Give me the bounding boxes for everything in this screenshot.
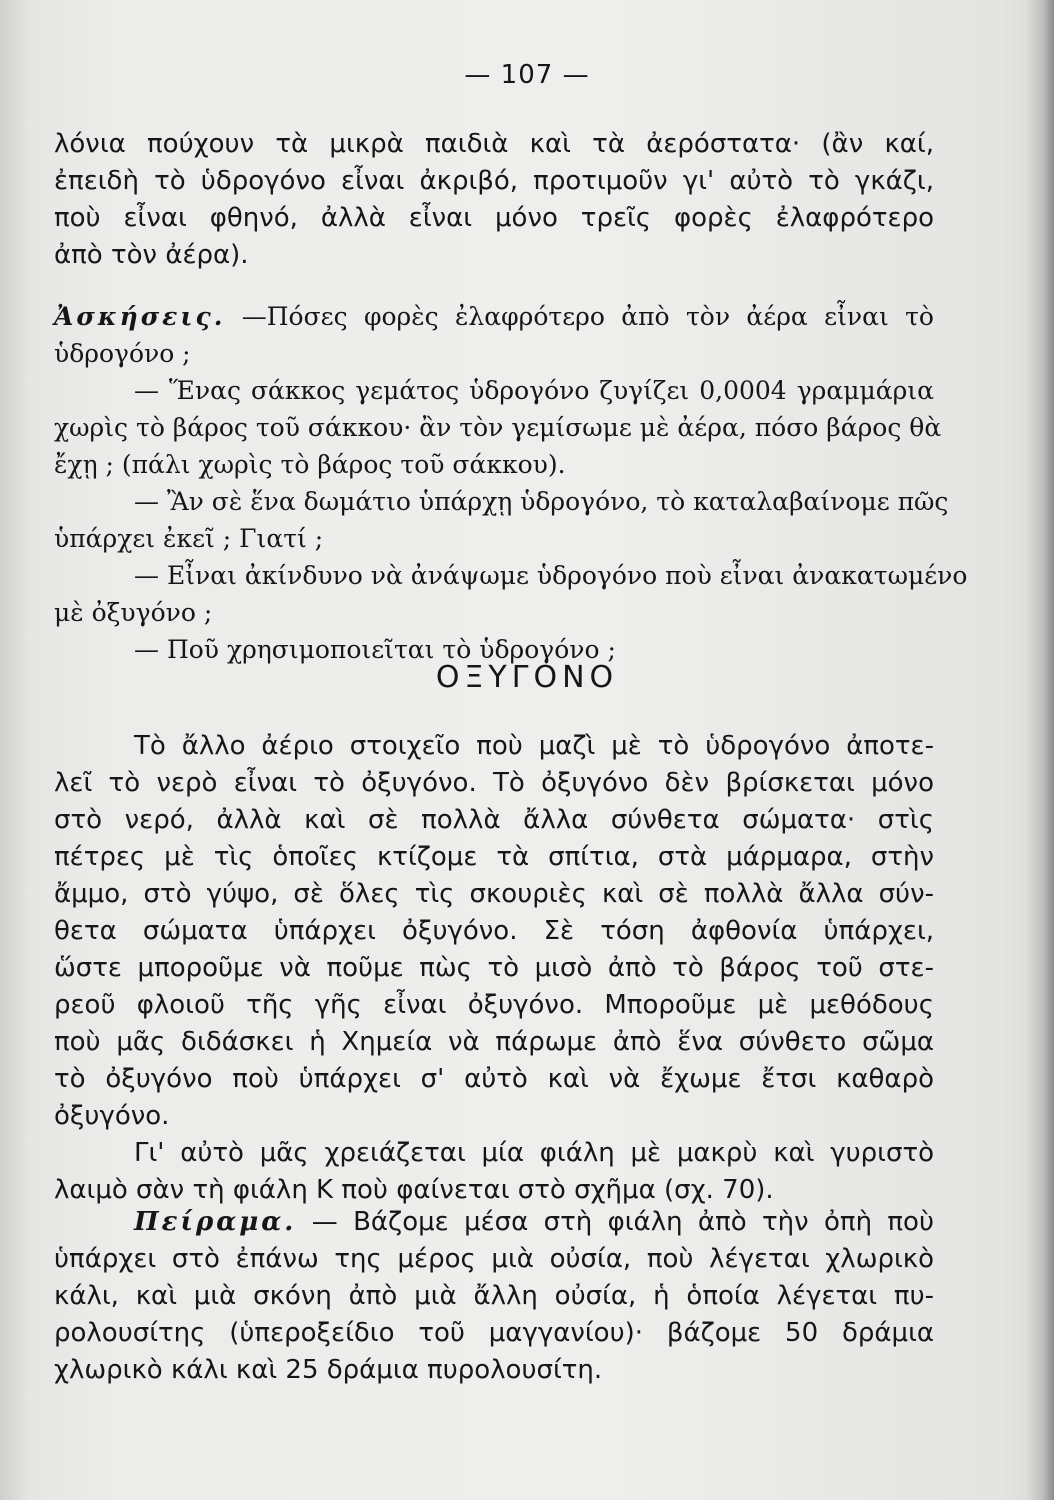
text-line: Τὸ ἄλλο ἀέριο στοιχεῖο ποὺ μαζὶ μὲ τὸ ὑδρογόνο ἀποτε- [134, 731, 934, 761]
text-line: ρολουσίτης (ὑπεροξείδιο τοῦ μαγγανίου)· βάζομε 50 δράμια [54, 1318, 934, 1348]
experiment-first-line [54, 1204, 934, 1241]
text-line: πέτρες μὲ τὶς ὁποῖες κτίζομε τὰ σπίτια, στὰ μάρμαρα, στὴν [54, 842, 934, 872]
text-line: ἔχῃ ; (πάλι χωρὶς τὸ βάρος τοῦ σάκκου). [54, 450, 566, 479]
exercise-question: — Ποῦ χρησιμοποιεῖται τὸ ὑδρογόνο ; [134, 635, 616, 664]
text-line: ὑδρογόνο ; [54, 339, 191, 368]
text-line: τὸ ὀξυγόνο ποὺ ὑπάρχει σ' αὐτὸ καὶ νὰ ἔχωμε ἔτσι καθαρὸ [54, 1064, 934, 1094]
intro-paragraph [54, 126, 934, 274]
text-line: στὸ νερό, ἀλλὰ καὶ σὲ πολλὰ ἄλλα σύνθετα σώματα· στὶς [54, 805, 934, 835]
text-line: θετα σώματα ὑπάρχει ὀξυγόνο. Σὲ τόση ἀφθονία ὑπάρχει, [54, 916, 934, 946]
text-line: κάλι, καὶ μιὰ σκόνη ἀπὸ μιὰ ἄλλη οὐσία, ἡ ὁποία λέγεται πυ- [54, 1281, 934, 1311]
text-line: ρεοῦ φλοιοῦ τῆς γῆς εἶναι ὀξυγόνο. Μποροῦμε μὲ μεθόδους [54, 990, 934, 1020]
text-line: —Πόσες φορὲς ἐλαφρότερο ἀπὸ τὸν ἀέρα εἶναι τὸ [241, 302, 934, 331]
text-line: ἀπὸ τὸν ἀέρα). [54, 240, 249, 270]
exercise-question: — Ἕνας σάκκος γεμάτος ὑδρογόνο ζυγίζει 0,0004 γραμμάρια [134, 376, 934, 405]
oxygen-paragraph [54, 728, 934, 1209]
section-heading: ΟΞΥΓΟΝΟ [435, 660, 619, 695]
experiment-paragraph [54, 1204, 934, 1389]
text-line: — Βάζομε μέσα στὴ φιάλη ἀπὸ τὴν ὀπὴ ποὺ [311, 1207, 935, 1237]
text-line: ὑπάρχει ἐκεῖ ; Γιατί ; [54, 524, 324, 553]
page-number: — 107 — [464, 60, 590, 90]
text-line: χλωρικὸ κάλι καὶ 25 δράμια πυρολουσίτη. [54, 1355, 603, 1385]
text-line: ὥστε μποροῦμε νὰ ποῦμε πὼς τὸ μισὸ ἀπὸ τὸ βάρος τοῦ στε- [54, 953, 934, 983]
exercises-section [54, 298, 968, 668]
exercises-first-line [54, 298, 934, 335]
experiment-label: Πείραμα. [134, 1207, 297, 1237]
text-line: ὑπάρχει στὸ ἐπάνω της μέρος μιὰ οὐσία, ποὺ λέγεται χλωρικὸ [54, 1244, 934, 1274]
text-line: λεῖ τὸ νερὸ εἶναι τὸ ὀξυγόνο. Τὸ ὀξυγόνο δὲν βρίσκεται μόνο [54, 768, 934, 798]
text-line: χωρὶς τὸ βάρος τοῦ σάκκου· ἂν τὸν γεμίσωμε μὲ ἀέρα, πόσο βάρος θὰ [54, 413, 942, 442]
text-line: μὲ ὀξυγόνο ; [54, 598, 213, 627]
text-line: ποὺ εἶναι φθηνό, ἀλλὰ εἶναι μόνο τρεῖς φορὲς ἐλαφρότερο [54, 203, 934, 233]
exercises-label: Ἀσκήσεις. [54, 302, 226, 331]
text-line: ἐπειδὴ τὸ ὑδρογόνο εἶναι ἀκριβό, προτιμοῦν γι' αὐτὸ τὸ γκάζι, [54, 166, 934, 196]
text-line: Γι' αὐτὸ μᾶς χρειάζεται μία φιάλη μὲ μακρὺ καὶ γυριστὸ [134, 1138, 934, 1168]
text-line: λόνια πούχουν τὰ μικρὰ παιδιὰ καὶ τὰ ἀερόστατα· (ἂν καί, [54, 129, 934, 159]
text-line: ποὺ μᾶς διδάσκει ἡ Χημεία νὰ πάρωμε ἀπὸ ἕνα σύνθετο σῶμα [54, 1027, 934, 1057]
page-edge-shadow [1026, 0, 1054, 1500]
text-line: λαιμὸ σὰν τὴ φιάλη Κ ποὺ φαίνεται στὸ σχῆμα (σχ. 70). [54, 1175, 774, 1205]
text-line: ἄμμο, στὸ γύψο, σὲ ὅλες τὶς σκουριὲς καὶ σὲ πολλὰ ἄλλα σύν- [54, 879, 934, 909]
exercise-question: — Ἂν σὲ ἕνα δωμάτιο ὑπάρχῃ ὑδρογόνο, τὸ καταλαβαίνομε πῶς [134, 487, 949, 516]
exercise-question: — Εἶναι ἀκίνδυνο νὰ ἀνάψωμε ὑδρογόνο ποὺ εἶναι ἀνακατωμένο [134, 561, 968, 590]
text-line: ὀξυγόνο. [54, 1101, 170, 1131]
